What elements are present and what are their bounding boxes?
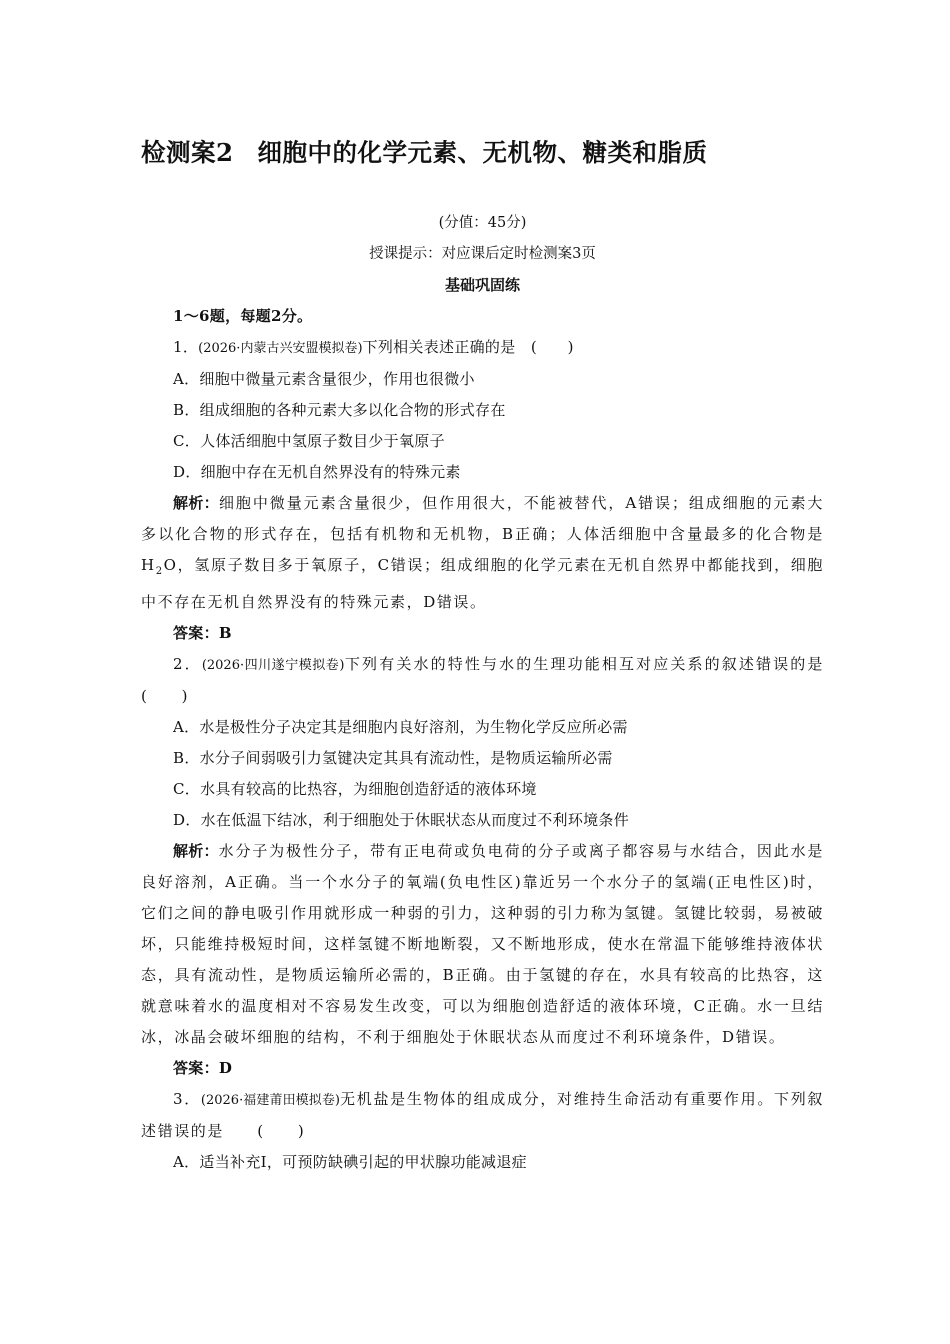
question-1-stem	[141, 332, 824, 364]
question-2-answer: 答案：D	[173, 1059, 233, 1077]
hint-line: 授课提示：对应课后定时检测案3页	[369, 246, 596, 262]
question-2-number: 2．	[173, 655, 202, 673]
subscript-2: 2	[155, 566, 164, 577]
question-2-analysis	[141, 836, 824, 1053]
section-heading: 基础巩固练	[444, 276, 520, 294]
question-2-option-b: B．水分子间弱吸引力氢键决定其具有流动性，是物质运输所必需	[173, 749, 613, 767]
question-2-source: (2026·四川遂宁模拟卷)	[201, 658, 345, 673]
question-1-answer: 答案：B	[173, 624, 232, 642]
question-1-text: 下列相关表述正确的是 ( )	[362, 338, 574, 356]
page-title	[141, 0, 824, 170]
question-1-option-a: A．细胞中微量元素含量很少，作用也很微小	[173, 370, 475, 388]
question-1-number: 1．	[173, 338, 199, 356]
instruction-line: 1～6题，每题2分。	[173, 307, 313, 325]
question-1-option-b: B．组成细胞的各种元素大多以化合物的形式存在	[173, 401, 506, 419]
question-1-analysis	[141, 488, 824, 618]
analysis-label: 解析：	[173, 494, 219, 512]
question-2-stem	[141, 649, 858, 712]
question-1-option-c: C．人体活细胞中氢原子数目少于氧原子	[173, 432, 445, 450]
question-3-source: (2026·福建莆田模拟卷)	[200, 1093, 340, 1108]
question-2-option-d: D．水在低温下结冰，利于细胞处于休眠状态从而度过不利环境条件	[173, 811, 630, 829]
question-2-option-c: C．水具有较高的比热容，为细胞创造舒适的液体环境	[173, 780, 537, 798]
question-3-number: 3．	[173, 1090, 201, 1108]
score-line: (分值：45分)	[438, 215, 527, 231]
question-3-stem	[141, 1084, 824, 1147]
analysis-text: 水分子为极性分子，带有正电荷或负电荷的分子或离子都容易与水结合，因此水是良好溶剂，A正确。当一个水分子的氧端(负电性区)靠近另一个水分子的氢端(正电性区)时，它们之间的静电吸引作用就形成一种弱的引力，这种弱的引力称为氢键。氢键比较弱，易被破坏，只能维持极短时间，这样氢键不断地断裂，又不断地形成，使水在常温下能够维持液体状态，具有流动性，是物质运输所必需的，B正确。由于氢键的存在，水具有较高的比热容，这就意味着水的温度相对不容易发生改变，可以为细胞创造舒适的液体环境，C正确。水一旦结冰，冰晶会破坏细胞的结构，不利于细胞处于休眠状态从而度过不利环境条件，D错误。	[141, 842, 824, 1046]
question-3-option-a: A．适当补充I，可预防缺碘引起的甲状腺功能减退症	[173, 1153, 527, 1171]
analysis-label: 解析：	[173, 842, 219, 860]
question-1-source: (2026·内蒙古兴安盟模拟卷)	[198, 341, 363, 356]
question-2-text: 下列有关水的特性与水的生理功能相互对应关系的叙述错误的是 ( )	[141, 655, 858, 705]
analysis-text-part-1: 细胞中微量元素含量很少，但作用很大，不能被替代，A错误；组成细胞的元素大多以化合物的形式存在，包括有机物和无机物，B正确；人体活细胞中含量最多的化合物是H	[141, 494, 824, 574]
question-1-option-d: D．细胞中存在无机自然界没有的特殊元素	[173, 463, 461, 481]
title-text: 细胞中的化学元素、无机物、糖类和脂质	[257, 138, 708, 167]
question-2-option-a: A．水是极性分子决定其是细胞内良好溶剂，为生物化学反应所必需	[173, 718, 628, 736]
title-number: 检测案2	[141, 138, 234, 167]
question-3-text: 无机盐是生物体的组成成分，对维持生命活动有重要作用。下列叙述错误的是 ( )	[141, 1090, 824, 1140]
analysis-text-part-2: O，氢原子数目多于氧原子，C错误；组成细胞的化学元素在无机自然界中都能找到，细胞中不存在无机自然界没有的特殊元素，D错误。	[141, 556, 824, 611]
